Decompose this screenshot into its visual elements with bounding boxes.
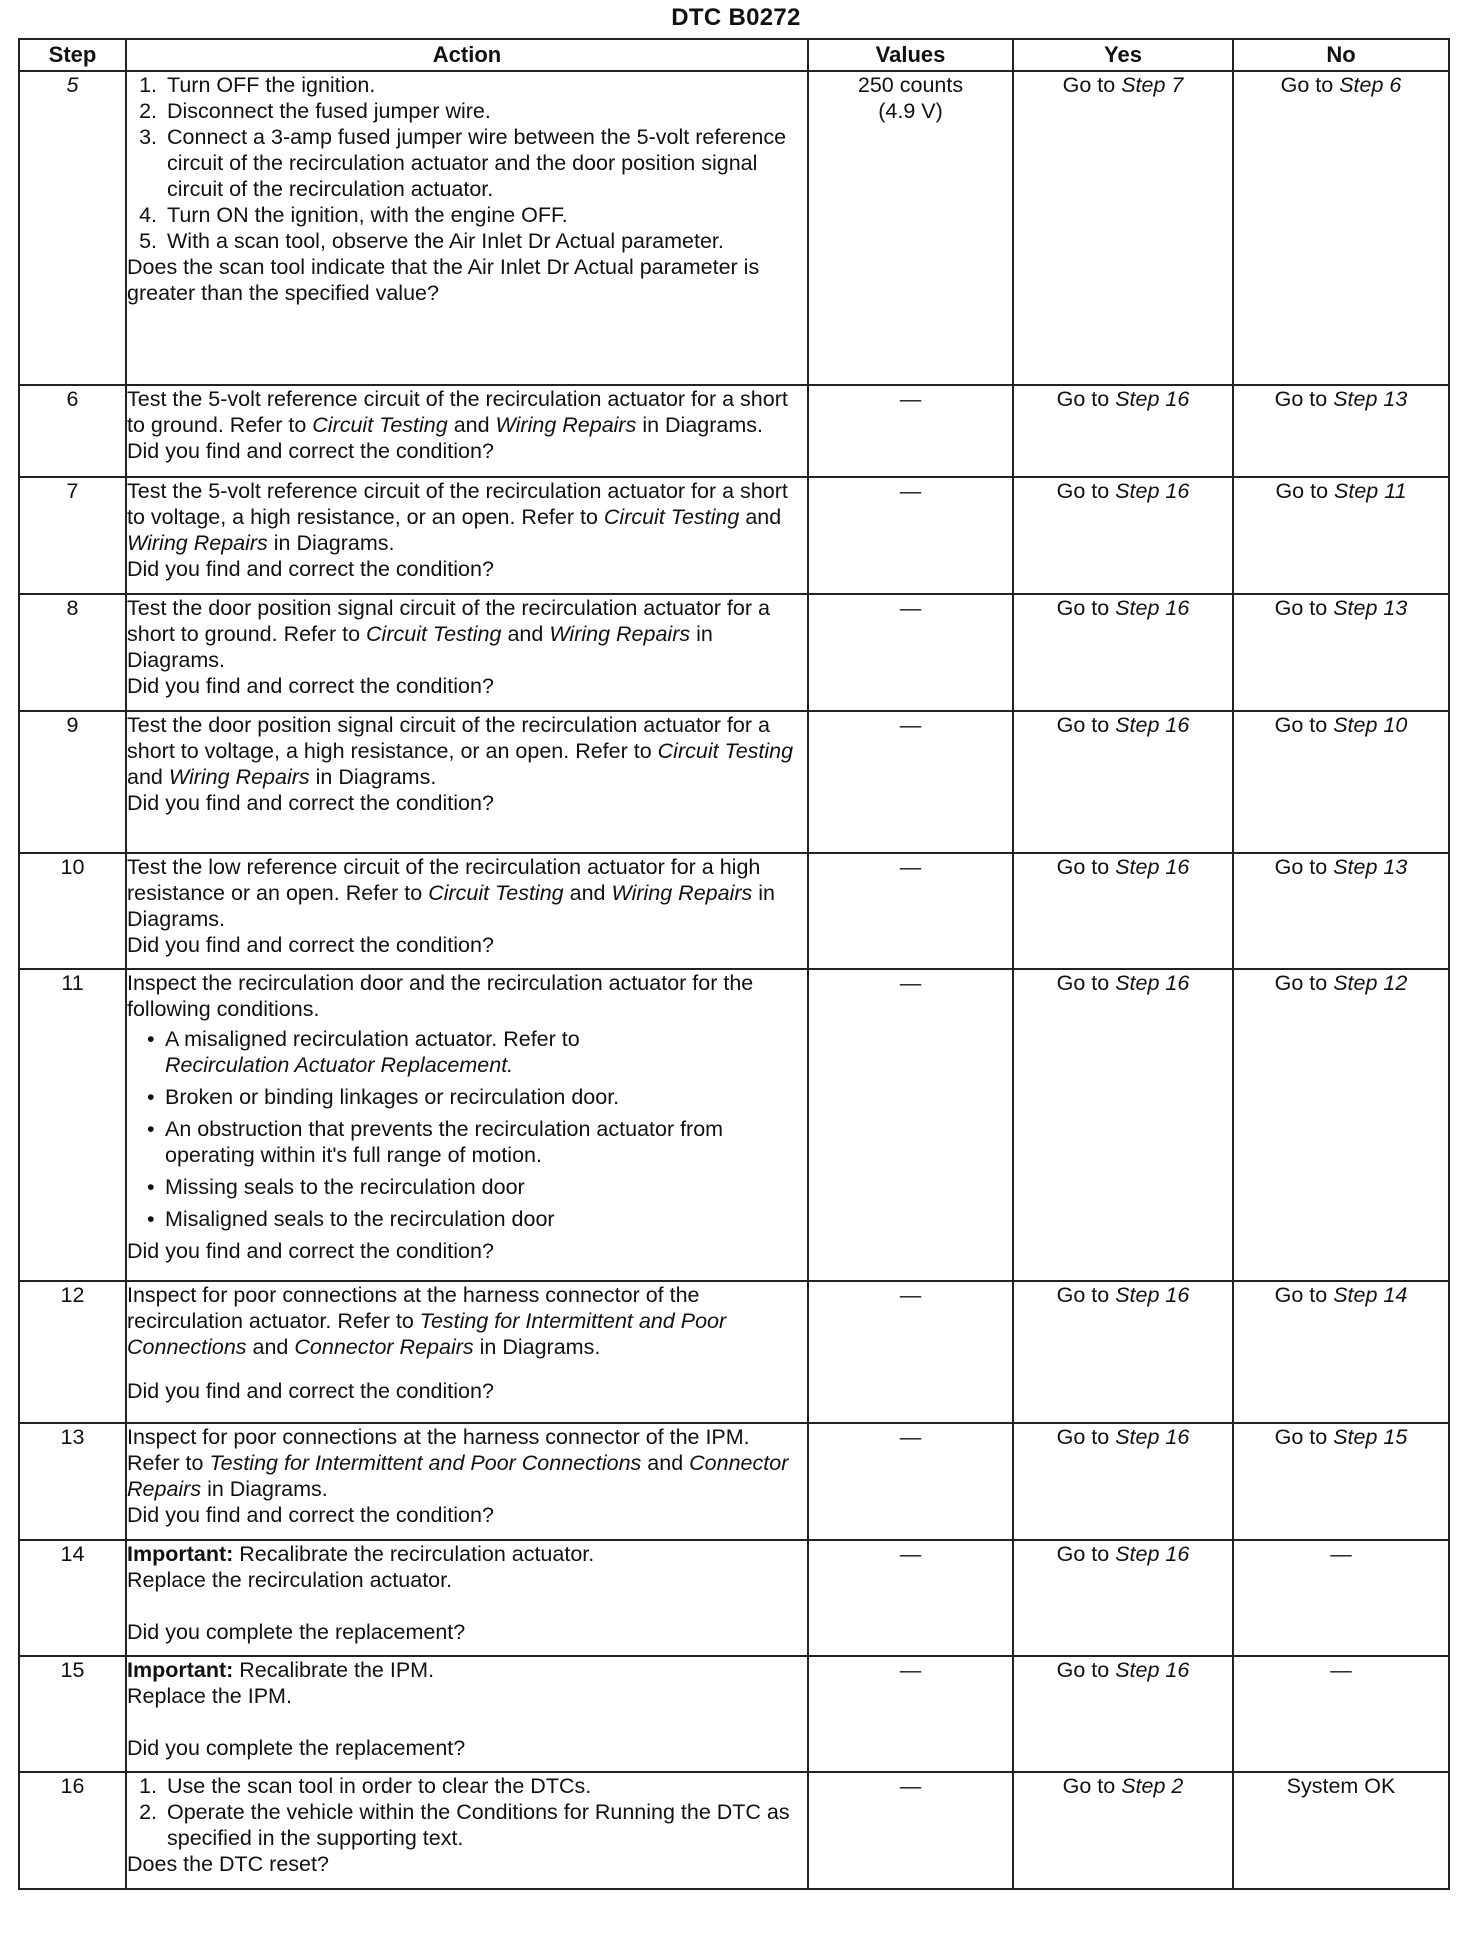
conjunction-text: and [569,881,606,905]
action-question: Did you find and correct the condition? [127,439,494,463]
action-cell [126,969,808,1281]
step-number: 13 [19,1423,126,1540]
goto-step-ref: Step 16 [1115,1425,1190,1449]
conjunction-text: and [127,765,163,789]
action-cell [126,711,808,853]
action-instruction: Test the 5-volt reference circuit of the recirculation actuator for a short to ground. Refer to [127,387,788,437]
action-text [127,478,807,556]
list-item: 1. Use the scan tool in order to clear the DTCs. [163,1773,807,1799]
values-cell [808,1423,1013,1540]
table-row [19,477,1449,594]
no-cell [1233,1772,1449,1889]
goto-step-ref: Step 16 [1115,1542,1190,1566]
action-text [127,1282,807,1360]
list-item: • An obstruction that prevents the recirculation actuator from operating within it's full range of motion. [165,1116,807,1168]
goto-text: Go to [1274,713,1328,737]
action-cell [126,1772,808,1889]
table-row [19,711,1449,853]
values-cell [808,711,1013,853]
values-cell [808,1540,1013,1656]
goto-step-ref: Step 12 [1333,971,1408,995]
action-question: Did you complete the replacement? [127,1620,466,1644]
reference-link: Testing for Intermittent and Poor Connections [127,1309,727,1359]
table-row [19,385,1449,477]
condition-text: A misaligned recirculation actuator. Refer to [165,1027,580,1051]
conjunction-text: and [647,1451,684,1475]
goto-text: Go to [1056,1283,1110,1307]
step-number: 8 [19,594,126,711]
values-cell [808,853,1013,969]
step-number: 10 [19,853,126,969]
action-text [127,854,807,932]
value-text: — [899,1283,922,1307]
conjunction-text: and [507,622,544,646]
goto-text: Go to [1056,713,1110,737]
goto-text: Go to [1056,1658,1110,1682]
header-step: Step [19,39,126,71]
reference-link: Recirculation Actuator Replacement. [165,1053,514,1077]
action-question: Did you find and correct the condition? [127,933,494,957]
list-item: • Broken or binding linkages or recirculation door. [165,1084,807,1110]
goto-text: Go to [1274,971,1328,995]
value-text: (4.9 V) [878,99,943,123]
no-cell [1233,385,1449,477]
yes-cell [1013,477,1233,594]
conjunction-text: and [252,1335,289,1359]
goto-step-ref: Step 16 [1115,387,1190,411]
action-instruction: Inspect for poor connections at the harness connector of the recirculation actuator. Refer to [127,1283,700,1333]
no-value-text: — [1330,1658,1352,1682]
goto-step-ref: Step 13 [1333,596,1408,620]
no-cell [1233,1423,1449,1540]
yes-cell [1013,1281,1233,1423]
value-text: — [899,479,922,503]
value-text: — [899,855,922,879]
table-row [19,853,1449,969]
list-item: 2. Operate the vehicle within the Conditions for Running the DTC as specified in the supporting text. [163,1799,807,1851]
header-action: Action [126,39,808,71]
reference-link: Wiring Repairs [168,765,310,789]
goto-step-ref: Step 15 [1333,1425,1408,1449]
result-text: System OK [1286,1774,1396,1798]
goto-step-ref: Step 14 [1333,1283,1408,1307]
goto-text: Go to [1056,479,1110,503]
yes-cell [1013,71,1233,385]
action-question: Did you find and correct the condition? [127,1379,494,1403]
action-cell [126,1423,808,1540]
reference-location: in Diagrams. [273,531,395,555]
goto-step-ref: Step 10 [1333,713,1408,737]
action-question: Did you find and correct the condition? [127,557,494,581]
values-cell [808,385,1013,477]
step-number: 7 [19,477,126,594]
header-values: Values [808,39,1013,71]
yes-cell [1013,711,1233,853]
list-item: 5. With a scan tool, observe the Air Inlet Dr Actual parameter. [163,228,807,254]
table-row [19,1772,1449,1889]
step-number: 6 [19,385,126,477]
goto-step-ref: Step 16 [1115,596,1190,620]
no-value-text: — [1330,1542,1352,1566]
action-instruction: Test the 5-volt reference circuit of the recirculation actuator for a short to voltage, a high resistance, or an open. Refer to [127,479,788,529]
table-row [19,1656,1449,1772]
list-item: 2. Disconnect the fused jumper wire. [163,98,807,124]
reference-link: Circuit Testing [366,622,502,646]
reference-link: Wiring Repairs [495,413,637,437]
goto-text: Go to [1274,855,1328,879]
list-item: 4. Turn ON the ignition, with the engine OFF. [163,202,807,228]
table-row [19,71,1449,385]
action-steps-list [127,1773,807,1851]
reference-link: Connector Repairs [127,1451,789,1501]
list-item [165,1026,807,1078]
value-text: — [899,387,922,411]
important-text: Recalibrate the recirculation actuator. [239,1542,595,1566]
action-text [127,386,807,438]
step-number: 12 [19,1281,126,1423]
action-cell [126,853,808,969]
important-note [127,1541,807,1567]
document-title: DTC B0272 [671,4,801,31]
goto-step-ref: Step 7 [1121,73,1184,97]
action-question: Did you find and correct the condition? [127,674,494,698]
step-number: 16 [19,1772,126,1889]
values-cell [808,477,1013,594]
reference-location: in Diagrams. [642,413,764,437]
no-cell [1233,1656,1449,1772]
reference-link: Circuit Testing [603,505,740,529]
action-question: Does the scan tool indicate that the Air Inlet Dr Actual parameter is greater than the specified value? [127,255,760,305]
values-cell [808,1656,1013,1772]
value-text: 250 counts [857,73,964,97]
action-instruction: Test the door position signal circuit of the recirculation actuator for a short to ground. Refer to [127,596,770,646]
value-text: — [899,596,922,620]
action-question: Does the DTC reset? [127,1852,329,1876]
values-cell [808,1772,1013,1889]
value-text: — [899,1658,922,1682]
goto-step-ref: Step 11 [1334,479,1407,503]
list-item: 1. Turn OFF the ignition. [163,72,807,98]
goto-text: Go to [1056,1542,1110,1566]
yes-cell [1013,385,1233,477]
values-cell [808,969,1013,1281]
action-question: Did you find and correct the condition? [127,1503,494,1527]
value-text: — [899,1425,922,1449]
values-cell [808,1281,1013,1423]
action-steps-list [127,72,807,254]
table-row [19,594,1449,711]
action-cell [126,71,808,385]
action-text [127,595,807,673]
goto-step-ref: Step 16 [1115,1658,1190,1682]
yes-cell [1013,969,1233,1281]
value-text: — [899,1542,922,1566]
goto-text: Go to [1280,73,1334,97]
reference-link: Circuit Testing [657,739,794,763]
yes-cell [1013,1423,1233,1540]
action-cell [126,1281,808,1423]
step-number: 11 [19,969,126,1281]
header-yes: Yes [1013,39,1233,71]
yes-cell [1013,853,1233,969]
goto-text: Go to [1056,1425,1110,1449]
no-cell [1233,71,1449,385]
action-text [127,712,807,790]
action-instruction: Test the door position signal circuit of the recirculation actuator for a short to voltage, a high resistance, or an open. Refer to [127,713,770,763]
header-no: No [1233,39,1449,71]
no-cell [1233,1281,1449,1423]
step-number: 15 [19,1656,126,1772]
goto-text: Go to [1056,971,1110,995]
reference-location: in Diagrams. [315,765,437,789]
reference-link: Circuit Testing [312,413,448,437]
value-text: — [899,713,922,737]
table-row [19,1423,1449,1540]
values-cell [808,594,1013,711]
goto-text: Go to [1056,387,1110,411]
goto-text: Go to [1056,855,1110,879]
goto-step-ref: Step 6 [1339,73,1402,97]
important-note [127,1657,807,1683]
action-cell [126,594,808,711]
no-cell [1233,853,1449,969]
diagnostic-table [18,38,1450,1890]
table-row [19,1540,1449,1656]
values-cell [808,71,1013,385]
goto-text: Go to [1274,387,1328,411]
goto-step-ref: Step 16 [1115,479,1190,503]
action-question: Did you find and correct the condition? [127,791,494,815]
no-cell [1233,969,1449,1281]
action-question: Did you find and correct the condition? [127,1239,494,1263]
reference-link: Testing for Intermittent and Poor Connections [209,1451,642,1475]
important-label: Important: [127,1542,234,1566]
goto-text: Go to [1062,1774,1116,1798]
important-label: Important: [127,1658,234,1682]
list-item: • Missing seals to the recirculation door [165,1174,807,1200]
step-number: 5 [19,71,126,385]
conditions-list [127,1026,807,1232]
reference-location: in Diagrams. [479,1335,601,1359]
conjunction-text: and [453,413,490,437]
yes-cell [1013,1540,1233,1656]
reference-location: in Diagrams. [207,1477,328,1501]
goto-text: Go to [1274,1425,1328,1449]
goto-text: Go to [1062,73,1116,97]
reference-link: Wiring Repairs [127,531,268,555]
goto-text: Go to [1056,596,1110,620]
goto-step-ref: Step 13 [1333,855,1408,879]
table-row [19,969,1449,1281]
no-cell [1233,477,1449,594]
step-number: 14 [19,1540,126,1656]
action-cell [126,1540,808,1656]
goto-step-ref: Step 13 [1333,387,1408,411]
reference-link: Circuit Testing [428,881,564,905]
no-cell [1233,711,1449,853]
no-cell [1233,1540,1449,1656]
goto-text: Go to [1275,479,1329,503]
no-cell [1233,594,1449,711]
action-instruction: Test the low reference circuit of the recirculation actuator for a high resistance or an open. Refer to [127,855,761,905]
reference-location: in Diagrams. [127,622,713,672]
action-instruction: Replace the recirculation actuator. [127,1568,453,1592]
goto-step-ref: Step 16 [1115,713,1190,737]
goto-step-ref: Step 16 [1115,1283,1190,1307]
action-cell [126,477,808,594]
action-text [127,1424,807,1502]
conjunction-text: and [745,505,782,529]
yes-cell [1013,1656,1233,1772]
goto-step-ref: Step 16 [1115,855,1190,879]
action-cell [126,1656,808,1772]
reference-location: in Diagrams. [127,881,775,931]
action-question: Did you complete the replacement? [127,1736,466,1760]
table-row [19,1281,1449,1423]
important-text: Recalibrate the IPM. [239,1658,435,1682]
list-item: 3. Connect a 3-amp fused jumper wire between the 5-volt reference circuit of the recirculation actuator and the door position signal circuit of the recirculation actuator. [163,124,807,202]
action-intro: Inspect the recirculation door and the recirculation actuator for the following conditions. [127,971,754,1021]
reference-link: Connector Repairs [294,1335,474,1359]
action-cell [126,385,808,477]
header-row [19,39,1449,71]
step-number: 9 [19,711,126,853]
reference-link: Wiring Repairs [549,622,691,646]
goto-step-ref: Step 2 [1121,1774,1184,1798]
yes-cell [1013,594,1233,711]
value-text: — [899,1774,922,1798]
goto-text: Go to [1274,1283,1328,1307]
value-text: — [899,971,922,995]
reference-link: Wiring Repairs [611,881,753,905]
action-instruction: Inspect for poor connections at the harness connector of the IPM. Refer to [127,1425,750,1475]
yes-cell [1013,1772,1233,1889]
goto-step-ref: Step 16 [1115,971,1190,995]
list-item: • Misaligned seals to the recirculation door [165,1206,807,1232]
action-instruction: Replace the IPM. [127,1684,292,1708]
goto-text: Go to [1274,596,1328,620]
